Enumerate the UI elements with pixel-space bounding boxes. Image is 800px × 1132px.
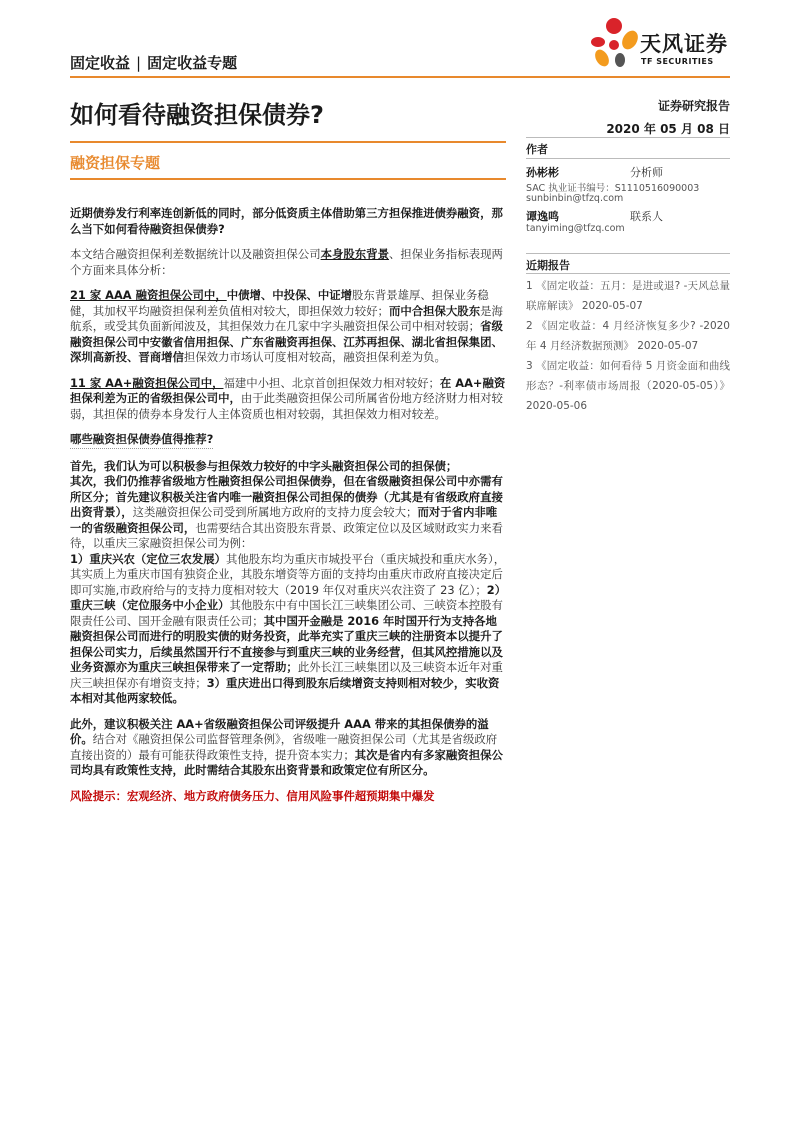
authors-divider bbox=[526, 158, 730, 159]
category-label: 固定收益 bbox=[70, 54, 131, 72]
title-divider bbox=[70, 141, 506, 143]
recent-reports-label: 近期报告 bbox=[526, 259, 570, 272]
cq-text-2: 其他股东中有中国长江三峡集团公司、三峡资本控股有限责任公司、国开金融有限责任公司； bbox=[70, 598, 503, 628]
risk-warning: 风险提示：宏观经济、地方政府债务压力、信用风险事件超预期集中爆发 bbox=[70, 788, 435, 803]
section-heading-paragraph bbox=[70, 432, 506, 449]
recent-report-item[interactable]: 1 《固定收益：五月：是进或退? -天风总量联席解读》 2020-05-07 bbox=[526, 280, 730, 312]
author-1-email[interactable]: sunbinbin@tfzq.com bbox=[526, 193, 624, 204]
cq-bold-4: 3）重庆进出口得到股东后续增资支持则相对较少，实收资本相对其他两家较低。 bbox=[70, 675, 500, 705]
cq-bold-3: 其中国开金融是 2016 年时国开行为支持各地融资担保公司而进行的明股实债的财务投资，此举充实了重庆三峡的注册资本以提升了担保公司实力，后续虽然国开行不直接参与到重庆三峡的业务经营，但其风控措施以及业务资源亦为重庆三峡担保带来了一定帮助； bbox=[70, 613, 503, 674]
author-1 bbox=[526, 164, 663, 180]
section-heading: 哪些融资担保债券值得推荐? bbox=[70, 432, 213, 449]
authors-label: 作者 bbox=[526, 143, 548, 156]
aaplus-bold-1: 在 AA+融资担保利差为正的省级担保公司中， bbox=[70, 375, 506, 405]
logo-text: 天风证券 bbox=[640, 32, 728, 56]
author-1-cert: SAC 执业证书编号：S1110516090003 bbox=[526, 183, 700, 194]
report-type: 证券研究报告 bbox=[657, 99, 730, 113]
intro-method-paragraph bbox=[70, 247, 506, 278]
cq-bold-1: 1）重庆兴农（定位三农发展） bbox=[70, 551, 227, 566]
aaa-text-3: 担保效力市场认可度相对较高，融资担保利差为负。 bbox=[183, 350, 446, 364]
recent-report-item[interactable]: 2 《固定收益：4 月经济恢复多少? -2020 年 4 月经济数据预测》 2020-05-07 bbox=[526, 320, 730, 352]
aaa-paragraph bbox=[70, 288, 506, 366]
second-bold-1: 其次，我们仍推荐省级地方性融资担保公司担保债券，但在省级融资担保公司中亦需有所区分；首先建议积极关注省内唯一融资担保公司担保的债券（尤其是有省级政府直接出资背景）， bbox=[70, 474, 503, 519]
first-recommendation-text: 首先，我们认为可以积极参与担保效力较好的中字头融资担保公司的担保债； bbox=[70, 458, 458, 473]
recent-top-divider bbox=[526, 253, 730, 254]
subcategory-label: 固定收益专题 bbox=[147, 54, 238, 72]
intro-paragraph bbox=[70, 206, 506, 237]
recent-report-item[interactable]: 3 《固定收益：如何看待 5 月资金面和曲线形态？-利率债市场周报（2020-05-05）》 2020-05-06 bbox=[526, 360, 730, 412]
second-bold-2: 而对于省内非唯一的省级融资担保公司， bbox=[70, 505, 498, 535]
aaa-bold-3: 省级融资担保公司中安徽省信用担保、广东省融资再担保、江苏再担保、湖北省担保集团、深圳高新投、晋商增信 bbox=[70, 319, 503, 364]
cq-text-1: 其他股东均为重庆市城投平台（重庆城投和重庆水务），其实质上为重庆市国有独资企业，其股东增资等方面的支持均由重庆市政府直接决定后即可实施,市政府给与的支持力度相对较大（2019 年仅对重庆兴农注资了 23 亿）； bbox=[70, 551, 506, 597]
sidebar-top-divider bbox=[526, 137, 730, 138]
recent-reports-list bbox=[526, 276, 730, 416]
chongqing-paragraph bbox=[70, 552, 506, 707]
rating-upgrade-paragraph bbox=[70, 717, 506, 779]
intro-text-2: 、担保业务指标表现两个方面来具体分析： bbox=[70, 247, 503, 277]
second-recommendation bbox=[70, 474, 506, 552]
cq-text-3: 此外长江三峡集团以及三峡资本近年对重庆三峡担保亦有增资支持； bbox=[70, 660, 503, 690]
second-text-2: 也需要结合其出资股东背景、政策定位以及区域财政实力来看待，以重庆三家融资担保公司为例： bbox=[70, 520, 503, 550]
cq-bold-2: 2）重庆三峡（定位服务中小企业） bbox=[70, 582, 501, 612]
aaa-bold-1: 中债增、中投保、中证增 bbox=[226, 288, 353, 302]
aaplus-paragraph bbox=[70, 376, 506, 423]
page-title: 如何看待融资担保债券? bbox=[70, 101, 324, 129]
aaa-text-1: 股东背景雄厚、担保业务稳健，其加权平均融资担保利差负值相对较大，即担保效力较好； bbox=[70, 288, 489, 318]
main-content bbox=[70, 206, 506, 814]
upgrade-bold-2: 其次是省内有多家融资担保公司均具有政策性支持，此时需结合其股东出资背景和政策定位有所区分。 bbox=[70, 747, 503, 777]
logo-english-text: TF SECURITIES bbox=[641, 57, 714, 66]
header-category bbox=[70, 52, 237, 73]
author-2 bbox=[526, 208, 663, 224]
subtitle-divider bbox=[70, 178, 506, 180]
author-1-role: 分析师 bbox=[630, 166, 663, 179]
report-date: 2020 年 05 月 08 日 bbox=[606, 122, 730, 136]
aaplus-text-2: 由于此类融资担保公司所属省份地方经济财力相对较弱，其担保的债券本身发行人主体资质也相对较弱，其担保效力相对较差。 bbox=[70, 391, 503, 421]
aaplus-lead: 11 家 AA+融资担保公司中， bbox=[70, 375, 224, 390]
intro-text: 本文结合融资担保利差数据统计以及融资担保公司 bbox=[70, 247, 321, 261]
author-2-name: 谭逸鸣 bbox=[526, 210, 559, 223]
header-divider bbox=[70, 76, 730, 78]
author-2-email[interactable]: tanyiming@tfzq.com bbox=[526, 223, 625, 234]
risk-paragraph bbox=[70, 789, 506, 805]
author-2-role: 联系人 bbox=[630, 210, 663, 223]
intro-bold: 近期债券发行利率连创新低的同时，部分低资质主体借助第三方担保推进债券融资，那么当下如何看待融资担保债券? bbox=[70, 206, 503, 236]
report-subtitle: 融资担保专题 bbox=[70, 154, 161, 172]
aaa-bold-2: 而中合担保大股东 bbox=[388, 303, 481, 318]
recent-divider bbox=[526, 273, 730, 274]
category-separator: | bbox=[136, 54, 142, 72]
aaplus-text-1: 福建中小担、北京首创担保效力相对较好； bbox=[223, 375, 440, 390]
author-1-name: 孙彬彬 bbox=[526, 166, 559, 179]
intro-underline: 本身股东背景 bbox=[320, 247, 389, 261]
tf-logo-icon bbox=[588, 16, 638, 72]
upgrade-bold-1: 此外，建议积极关注 AA+省级融资担保公司评级提升 AAA 带来的其担保债券的溢价。 bbox=[70, 716, 489, 746]
second-text-1: 这类融资担保公司受到所属地方政府的支持力度会较大； bbox=[132, 505, 418, 519]
aaa-text-2: 是海航系，或受其负面新闻波及，其担保效力在几家中字头融资担保公司中相对较弱； bbox=[70, 303, 503, 333]
aaa-lead: 21 家 AAA 融资担保公司中， bbox=[70, 288, 227, 302]
upgrade-text-1: 结合对《融资担保公司监督管理条例》，省级唯一融资担保公司（尤其是省级政府直接出资的）最有可能获得政策性支持，提升资本实力； bbox=[70, 732, 498, 762]
first-recommendation bbox=[70, 459, 506, 475]
